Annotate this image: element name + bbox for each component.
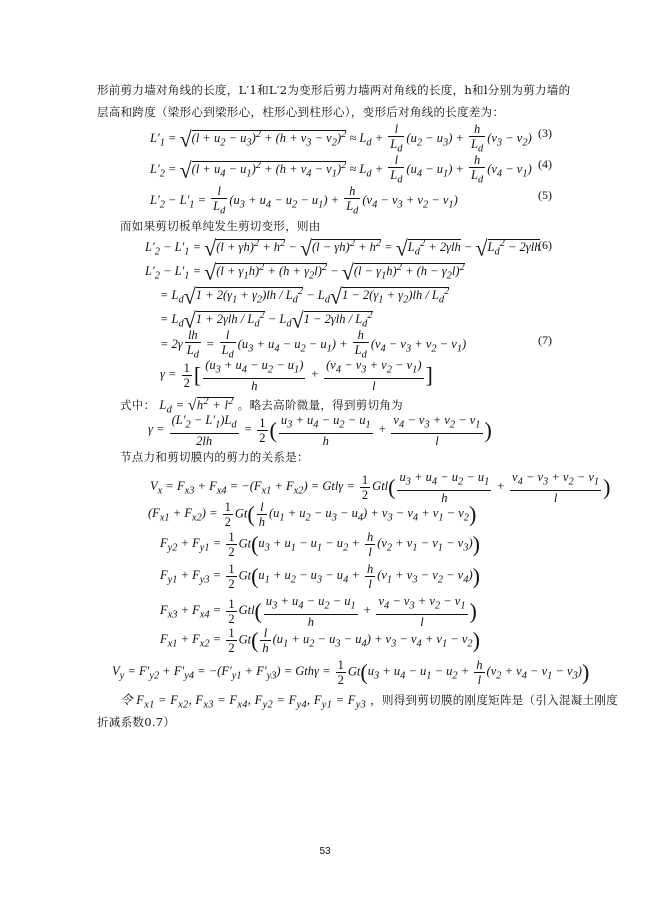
equation-number: (6) [538, 238, 552, 252]
let-condition: 令 $F_{x1} = F_{x2}$, $F_{x3} = F_{x4}$, $F_{y2} = F_{y4}$, $F_{y1} = F_{y3}$ [120, 693, 367, 711]
equation-force-3: $F_{y1} + F_{y3}$ = $\frac{1}{2}$ $Gt(u_1 + u_2 - u_3 - u_4$ + $\frac{h}{l}$ $(v_1 + v_3 - v_2 - v_4)$) [160, 562, 480, 591]
equation-number: (3) [538, 126, 552, 140]
equation-7-line-5: γ = $\frac{1}{2}$ [ $\frac{(u_3 + u_4 - u_2 - u_1)}{h}$ + $\frac{(v_4 - v_3 + v_2 - v_1)}{l}$ ] [160, 358, 433, 393]
equation-vx: $V_x = F_{x3} + F_{x4} = -(F_{x1} + F_{x2}) = Gtl\gamma$ = $\frac{1}{2}$ Gtl( $\frac{u_3 + u_4 - u_2 - u_1}{h}$ + $\frac{v_4 - v_3 + v_2 - v_1}{l}$ ) [150, 470, 611, 505]
equation-5: $L'_2 - L'_1$ = $\frac{l}{L_d}$ $(u_3 + u_4 - u_2 - u_1)$ + $\frac{h}{L_d}$ $(v_4 - v_3 + v_2 - v_1)$ [150, 184, 458, 217]
equation-number: (5) [538, 188, 552, 202]
equation-6: $L'_2 - L'_1 = √(l + \gamma h)^2 + h^2 - √(l - \gamma h)^2 + h^2 = √L_d^2 + 2\gamma lh - √L_d^2 - 2\gamma lh$ [145, 235, 541, 261]
paragraph-line: 而如果剪切板单纯发生剪切变形，则由 [120, 219, 321, 233]
paragraph-line: 折减系数0.7） [97, 715, 176, 729]
equation-7-line-3: = $L_d√1 + 2\gamma lh / L_d^2 - L_d√1 - 2\gamma lh / L_d^2$ [160, 307, 373, 333]
paragraph-text: ，则得到剪切膜的刚度矩阵是（引入混凝土刚度 [370, 693, 618, 707]
paragraph-text: 式中： [120, 398, 156, 413]
equation-3: $L'_1 = √(l + u_2 - u_3)^2 + (h + v_3 - v_2)^2 \approx L_d$ + $\frac{l}{L_d}$ $(u_2 - u_3)$ + $\frac{h}{L_d}$ $(v_3 - v_2)$ [150, 122, 532, 155]
equation-7-line-1: $L'_2 - L'_1 = √(l + \gamma_1h)^2 + (h + \gamma_2l)^2 - √(l - \gamma_1h)^2 + (h - \gamma_2l)^2$ [145, 259, 465, 285]
paragraph-line [120, 689, 618, 717]
equation-7-line-2: = $L_d√1 + 2(\gamma_1 + \gamma_2)lh / L_d^2 - L_d√1 - 2(\gamma_1 + \gamma_2)lh / L_d^2$ [160, 283, 450, 309]
equation-number: (4) [538, 157, 552, 171]
equation-4: $L'_2 = √(l + u_4 - u_1)^2 + (h + v_4 - v_1)^2 \approx L_d$ + $\frac{l}{L_d}$ $(u_4 - u_1)$ + $\frac{h}{L_d}$ $(v_4 - v_1)$ [150, 153, 532, 186]
equation-force-4: $F_{x3} + F_{x4}$ = $\frac{1}{2}$ Gtl( $\frac{u_3 + u_4 - u_2 - u_1}{h}$ + $\frac{v_4 - v_3 + v_2 - v_1}{l}$ ) [160, 594, 477, 629]
ld-definition: $L_d = √h^2 + l^2$ [159, 396, 234, 416]
equation-force-1: $(F_{x1} + F_{x2})$ = $\frac{1}{2}$ Gt( $\frac{l}{h}$ $(u_1 + u_2 - u_3 - u_4) + v_3 - v_4 + v_1 - v_2$) [148, 500, 477, 529]
paragraph-line: 节点力和剪切膜内的剪力的关系是： [120, 450, 309, 464]
equation-gamma: γ = $\frac{(L'_2 - L'_1)L_d}{2lh}$ = $\frac{1}{2}$ ( $\frac{u_3 + u_4 - u_2 - u_1}{h}$ + $\frac{v_4 - v_3 + v_2 - v_1}{l}$ ) [148, 413, 492, 448]
equation-number: (7) [538, 333, 552, 347]
paragraph-line: 层高和跨度（梁形心到梁形心，柱形心到柱形心），变形后对角线的长度差为： [97, 105, 505, 119]
paragraph-line: 形前剪力墙对角线的长度，L′1和L′2为变形后剪力墙两对角线的长度，h和l分别为剪力墙的 [97, 83, 571, 97]
equation-force-5: $F_{x1} + F_{x2}$ = $\frac{1}{2}$ Gt( $\frac{l}{h}$ $(u_1 + u_2 - u_3 - u_4) + v_3 - v_4 + v_1 - v_2$) [160, 626, 480, 655]
equation-force-2: $F_{y2} + F_{y1}$ = $\frac{1}{2}$ $Gt(u_3 + u_1 - u_1 - u_2$ + $\frac{h}{l}$ $(v_2 + v_1 - v_1 - v_3)$) [160, 530, 480, 559]
equation-vy: $V_y = F'_{y2} + F'_{y4} = -(F'_{y1} + F'_{y3}) = Gth\gamma$ = $\frac{1}{2}$ $Gt(u_3 + u_4 - u_1 - u_2$ + $\frac{h}{l}$ $(v_2 + v_4 - v_1 - v_3)$) [112, 658, 590, 687]
page-number: 53 [319, 846, 331, 857]
equation-7-line-4: = 2γ $\frac{lh}{L_d}$ = $\frac{l}{L_d}$ $(u_3 + u_4 - u_2 - u_1)$ + $\frac{h}{L_d}$ $(v_4 - v_3 + v_2 - v_1)$ [160, 328, 467, 361]
paragraph-text: 。略去高阶微量，得到剪切角为 [237, 398, 403, 413]
